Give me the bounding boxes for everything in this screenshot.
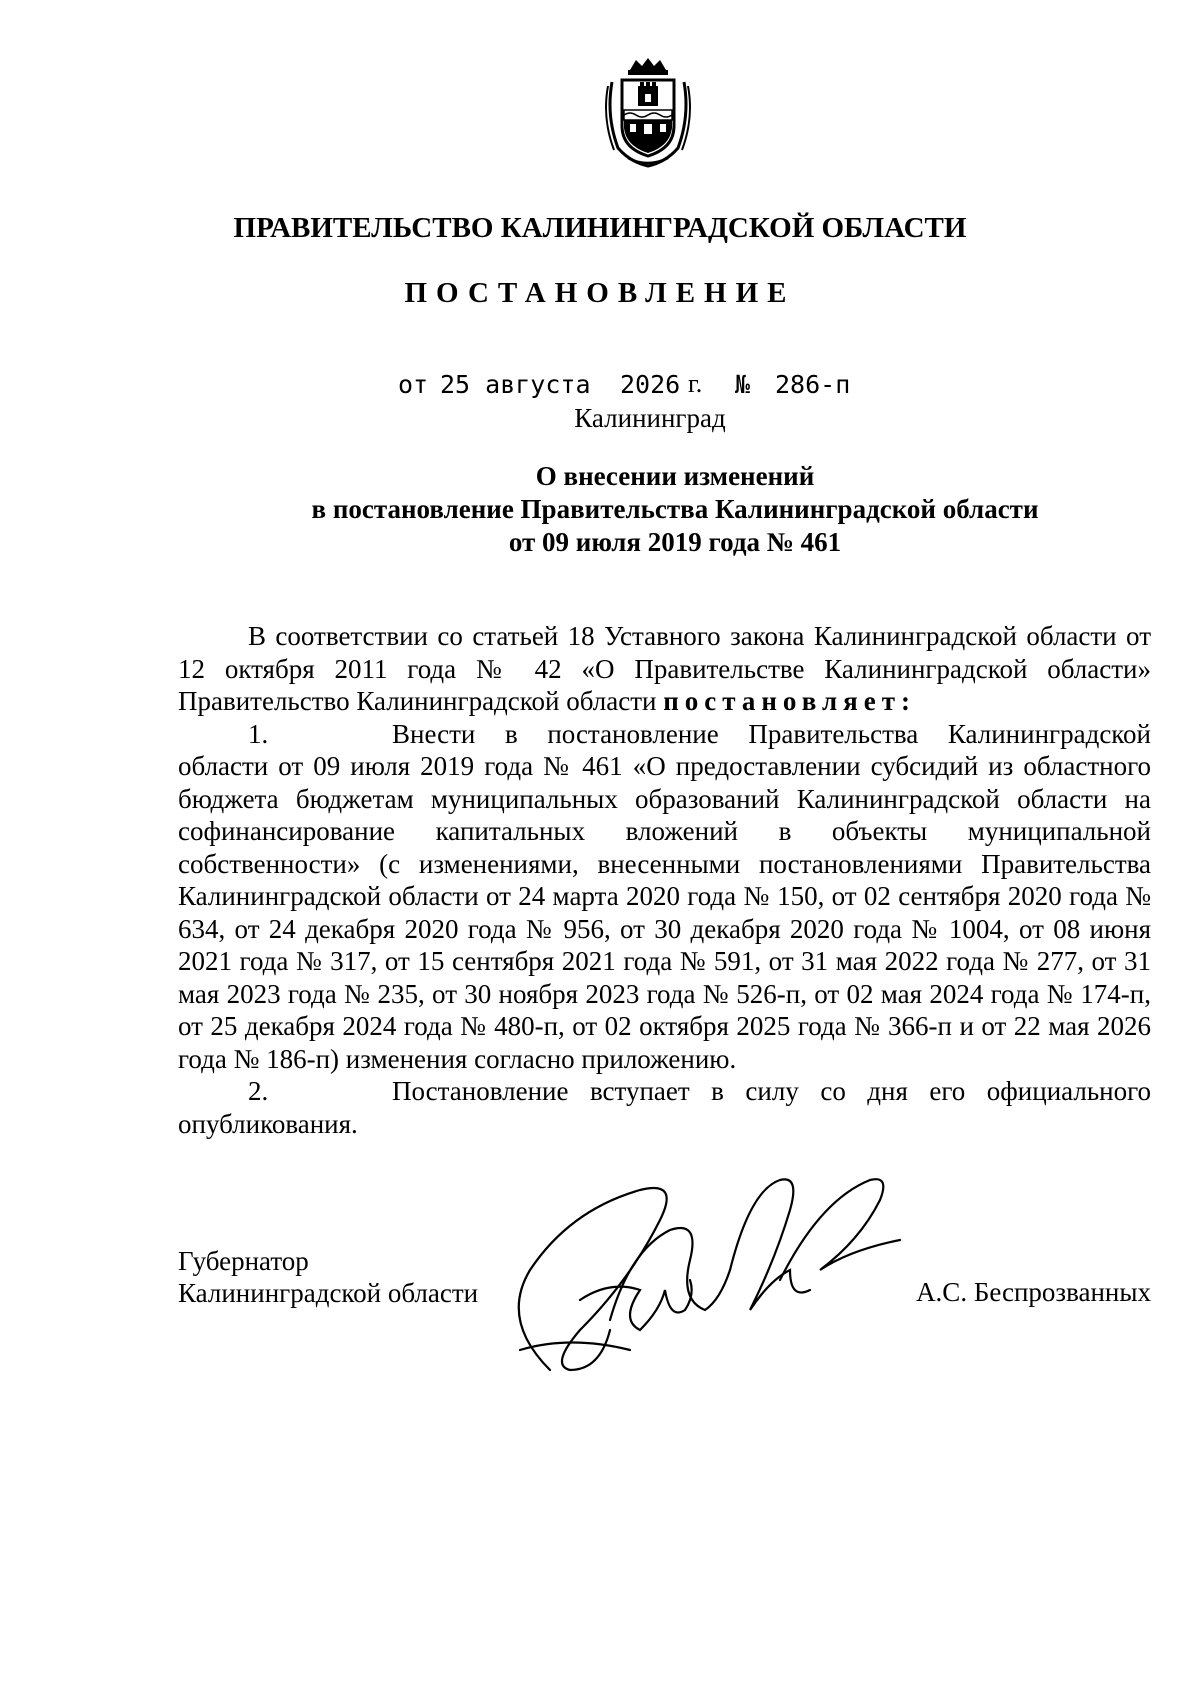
document-date: 25 августа (440, 370, 591, 399)
document-body (178, 620, 1151, 1140)
item-2-paragraph (178, 1075, 1151, 1140)
item-2-text: Постановление вступает в силу со дня его официального опубликования. (178, 1076, 1151, 1139)
number-sign: № (735, 370, 751, 399)
intro-paragraph (178, 620, 1151, 718)
title-line: в постановление Правительства Калининградской области (311, 494, 1039, 524)
intro-text: В соответствии со статьей 18 Уставного закона Калининградской области от 12 октября 2011 года № 42 «О Правительстве Калининградской области» Правительство Калининградской области (178, 621, 1151, 716)
document-city: Калининград (574, 403, 726, 433)
signatory-position (178, 1245, 478, 1309)
document-title (280, 460, 1070, 559)
position-line: Губернатор (178, 1246, 309, 1276)
position-line: Калининградской области (178, 1278, 479, 1308)
item-2-number: 2. (248, 1076, 269, 1106)
document-type-heading: ПОСТАНОВЛЕНИЕ (404, 277, 796, 309)
item-1-number: 1. (248, 718, 269, 749)
title-line: от 09 июля 2019 года № 461 (508, 527, 842, 557)
title-line: О внесении изменений (535, 461, 815, 491)
organization-title: ПРАВИТЕЛЬСТВО КАЛИНИНГРАДСКОЙ ОБЛАСТИ (233, 212, 967, 244)
decree-word: постановляет: (663, 686, 916, 716)
document-year: 2026 (620, 370, 681, 399)
item-1-paragraph (178, 718, 1151, 1076)
signatory-name: А.С. Беспрозванных (916, 1277, 1151, 1307)
kaliningrad-coat-of-arms-icon (600, 56, 696, 168)
handwritten-signature-icon (490, 1160, 910, 1390)
document-number: 286-п (775, 370, 851, 399)
date-prefix: от (398, 370, 429, 399)
item-1-text: Внести в постановление Правительства Калининградской области от 09 июля 2019 года № 461 «О предоставлении субсидий из областного бюджета бюджетам муниципальных образований Калининградской области на софинансирование капитальных вложений в объекты муниципальной собственности» (с изменениями, внесенными постановлениями Правительства Калининградской области от 24 марта 2020 года № 150, от 02 сентября 2020 года № 634, от 24 декабря 2020 года № 956, от 30 декабря 2020 года № 1004, от 08 июня 2021 года № 317, от 15 сентября 2021 года № 591, от 31 мая 2022 года № 277, от 31 мая 2023 года № 235, от 30 ноября 2023 года № 526-п, от 02 мая 2024 года № 174-п, от 25 декабря 2024 года № 480-п, от 02 октября 2025 года № 366-п и от 22 мая 2026 года № 186-п) изменения согласно приложению. (178, 718, 1151, 1074)
year-suffix: г. (688, 369, 703, 398)
